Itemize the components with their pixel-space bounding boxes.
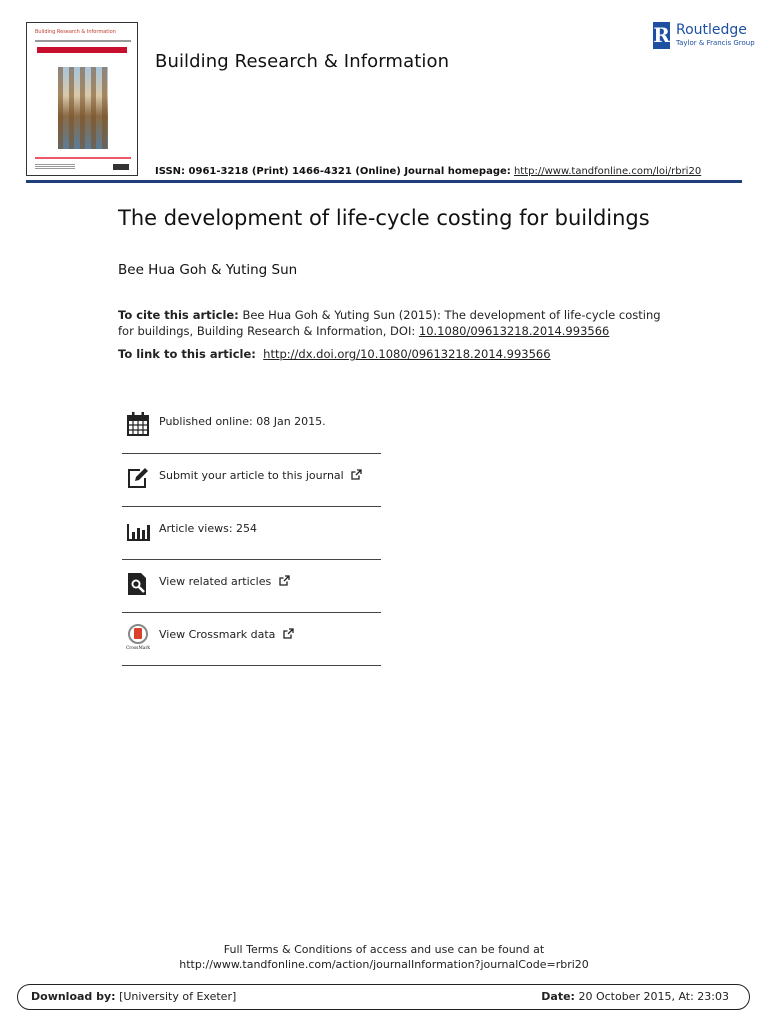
journal-homepage-link[interactable]: http://www.tandfonline.com/loi/rbri20: [513, 166, 702, 177]
views-row: [122, 507, 381, 560]
publisher-subtitle: Taylor & Francis Group: [676, 39, 755, 47]
cover-small-print: [35, 164, 75, 170]
date-label: Date:: [541, 990, 575, 1003]
cite-text: Bee Hua Goh & Yuting Sun (2015): The development of life-cycle costing for buildings, Building Research & Information, DOI:: [118, 308, 661, 338]
journal-title: Building Research & Information: [155, 51, 450, 72]
search-document-icon: [126, 571, 150, 597]
published-row: [122, 400, 381, 454]
cover-journal-name: Building Research & Information: [35, 29, 116, 35]
terms-url[interactable]: http://www.tandfonline.com/action/journalInformation?journalCode=rbri20: [179, 958, 589, 971]
cover-band: [37, 47, 127, 53]
download-date: [541, 990, 729, 1003]
cover-editors-line: [35, 157, 131, 159]
crossmark-link[interactable]: [159, 628, 294, 641]
issn-text: ISSN: 0961-3218 (Print) 1466-4321 (Online) Journal homepage:: [155, 166, 511, 177]
cover-photo: [58, 67, 108, 149]
article-views: Article views: 254: [159, 522, 258, 535]
article-link-line: [118, 347, 551, 361]
published-date: Published online: 08 Jan 2015.: [159, 415, 326, 428]
related-label: View related articles: [159, 575, 272, 588]
doi-link[interactable]: 10.1080/09613218.2014.993566: [418, 324, 610, 338]
cover-subtitle-line: [35, 40, 131, 42]
download-label: Download by:: [31, 990, 116, 1003]
related-row[interactable]: [122, 560, 381, 613]
bar-chart-icon: [126, 518, 150, 544]
article-authors: Bee Hua Goh & Yuting Sun: [118, 262, 298, 278]
edit-icon: [126, 465, 150, 491]
header-divider: [26, 180, 742, 183]
external-link-icon: [283, 628, 294, 639]
submit-label: Submit your article to this journal: [159, 469, 344, 482]
terms-notice: [0, 942, 768, 972]
citation: [118, 307, 678, 339]
download-institution: [University of Exeter]: [119, 990, 237, 1003]
crossmark-row[interactable]: [122, 613, 381, 666]
link-label: To link to this article:: [118, 347, 256, 361]
external-link-icon: [351, 469, 362, 480]
article-url-link[interactable]: http://dx.doi.org/10.1080/09613218.2014.993566: [263, 347, 551, 361]
article-title: The development of life-cycle costing for buildings: [118, 206, 650, 230]
submit-article-link[interactable]: [159, 469, 362, 482]
publisher-name: Routledge: [676, 22, 747, 38]
journal-cover-thumbnail: [26, 22, 138, 176]
crossmark-icon: [126, 624, 150, 650]
download-info-bar: [17, 984, 750, 1010]
crossmark-logo-text: CrossMark: [126, 646, 150, 650]
submit-row[interactable]: [122, 454, 381, 507]
download-by: [31, 990, 236, 1003]
routledge-logo[interactable]: [653, 22, 755, 50]
cover-publisher-logo: [113, 164, 129, 170]
terms-line-1: Full Terms & Conditions of access and use can be found at: [223, 943, 545, 956]
issn-line: [155, 166, 701, 177]
article-info-list: [122, 400, 381, 666]
related-articles-link[interactable]: [159, 575, 290, 588]
external-link-icon: [279, 575, 290, 586]
crossmark-label: View Crossmark data: [159, 628, 276, 641]
calendar-icon: [126, 411, 150, 437]
cite-label: To cite this article:: [118, 308, 239, 322]
date-value: 20 October 2015, At: 23:03: [578, 990, 729, 1003]
routledge-r-icon: R: [653, 23, 670, 47]
